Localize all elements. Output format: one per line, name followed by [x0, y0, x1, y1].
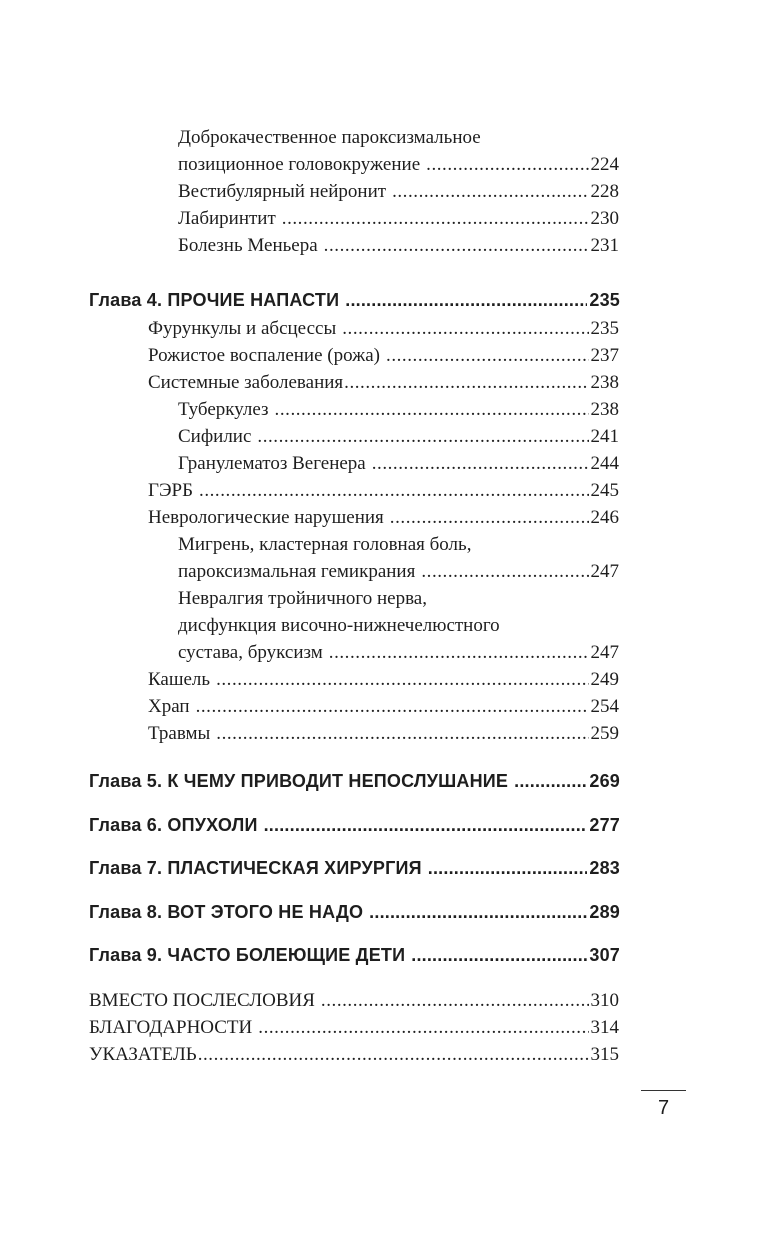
toc-entry-page: 244 [590, 453, 619, 474]
toc-entry-title: пароксизмальная гемикрания [178, 561, 416, 582]
toc-entry-page: 231 [590, 235, 619, 256]
toc-chapter-title: Глава 5. К ЧЕМУ ПРИВОДИТ НЕПОСЛУШАНИЕ [89, 771, 509, 791]
toc-entry-page: 241 [590, 426, 619, 447]
toc-entry[interactable] [148, 696, 619, 718]
toc-entry-title: Гранулематоз Вегенера [178, 453, 366, 474]
toc-entry-title: ГЭРБ [148, 480, 194, 501]
toc-entry[interactable] [178, 561, 619, 583]
toc-entry-title: Туберкулез [178, 399, 269, 420]
toc-entry[interactable] [178, 399, 619, 421]
toc-entry[interactable] [148, 345, 619, 367]
toc-entry-page: 238 [590, 372, 619, 393]
toc-entry-page: 247 [590, 561, 619, 582]
dot-leader [321, 990, 589, 1012]
dot-leader [257, 426, 588, 448]
toc-entry-title: дисфункция височно-нижнечелюстного [178, 615, 500, 636]
toc-entry-title: Храп [148, 696, 190, 717]
toc-chapter-page: 289 [589, 902, 620, 922]
toc-entry-page: 237 [590, 345, 619, 366]
dot-leader [329, 642, 589, 664]
toc-entry[interactable] [89, 1017, 619, 1039]
toc-entry[interactable] [148, 507, 619, 529]
toc-entry-title: Доброкачественное пароксизмальное [178, 127, 481, 148]
dot-leader [426, 154, 588, 176]
toc-entry [178, 615, 500, 637]
toc-chapter-title: Глава 9. ЧАСТО БОЛЕЮЩИЕ ДЕТИ [89, 945, 406, 965]
dot-leader [324, 235, 589, 257]
toc-entry-page: 224 [590, 154, 619, 175]
toc-entry-title: Системные заболевания [148, 372, 344, 393]
toc-entry[interactable] [178, 208, 619, 230]
toc-entry[interactable] [178, 642, 619, 664]
toc-entry[interactable] [178, 235, 619, 257]
toc-entry-page: 314 [590, 1017, 619, 1038]
toc-chapter[interactable] [89, 945, 620, 966]
dot-leader [275, 399, 589, 421]
toc-chapter-title: Глава 4. ПРОЧИЕ НАПАСТИ [89, 290, 340, 310]
toc-entry[interactable] [178, 426, 619, 448]
toc-chapter[interactable] [89, 858, 620, 879]
dot-leader [514, 771, 587, 792]
toc-entry-title: Сифилис [178, 426, 252, 447]
toc-entry-page: 254 [590, 696, 619, 717]
toc-chapter-page: 283 [589, 858, 620, 878]
toc-entry-title: Неврологические нарушения [148, 507, 384, 528]
toc-entry[interactable] [178, 154, 619, 176]
toc-entry-title: Фурункулы и абсцессы [148, 318, 337, 339]
toc-entry-title: Травмы [148, 723, 211, 744]
toc-entry-title: Вестибулярный нейронит [178, 181, 387, 202]
dot-leader [386, 345, 588, 367]
toc-entry-title: ВМЕСТО ПОСЛЕСЛОВИЯ [89, 990, 315, 1011]
toc-entry-title: позиционное головокружение [178, 154, 421, 175]
toc-entry-page: 238 [590, 399, 619, 420]
dot-leader [196, 696, 589, 718]
dot-leader [199, 480, 588, 502]
dot-leader [258, 1017, 588, 1039]
toc-entry [178, 588, 427, 610]
toc-entry-page: 235 [590, 318, 619, 339]
dot-leader [392, 181, 588, 203]
toc-entry[interactable] [178, 453, 619, 475]
toc-entry[interactable] [148, 318, 619, 340]
toc-entry-title: Лабиринтит [178, 208, 276, 229]
dot-leader [216, 669, 588, 691]
toc-chapter[interactable] [89, 771, 620, 792]
toc-chapter-title: Глава 7. ПЛАСТИЧЕСКАЯ ХИРУРГИЯ [89, 858, 422, 878]
dot-leader [372, 453, 589, 475]
toc-entry-page: 228 [590, 181, 619, 202]
toc-entry[interactable] [148, 669, 619, 691]
toc-chapter-page: 277 [589, 815, 620, 835]
toc-entry[interactable] [148, 480, 619, 502]
toc-entry-title: БЛАГОДАРНОСТИ [89, 1017, 253, 1038]
toc-chapter-page: 307 [589, 945, 620, 965]
toc-entry-page: 259 [590, 723, 619, 744]
toc-entry-page: 246 [590, 507, 619, 528]
toc-entry-title: Невралгия тройничного нерва, [178, 588, 427, 609]
toc-entry[interactable] [178, 181, 619, 203]
toc-entry-page: 230 [590, 208, 619, 229]
folio-rule [641, 1090, 686, 1091]
toc-chapter-title: Глава 6. ОПУХОЛИ [89, 815, 258, 835]
toc-entry[interactable] [148, 372, 619, 394]
dot-leader [390, 507, 589, 529]
toc-entry-title: Болезнь Меньера [178, 235, 318, 256]
toc-chapter[interactable] [89, 902, 620, 923]
toc-entry[interactable] [89, 990, 619, 1012]
toc-entry-title: Рожистое воспаление (рожа) [148, 345, 381, 366]
toc-entry-title: УКАЗАТЕЛЬ [89, 1044, 197, 1065]
dot-leader [342, 318, 588, 340]
toc-entry-page: 245 [590, 480, 619, 501]
dot-leader [344, 372, 588, 394]
toc-entry-title: Кашель [148, 669, 211, 690]
page-number: 7 [657, 1097, 670, 1119]
dot-leader [428, 858, 588, 879]
dot-leader [369, 902, 587, 923]
toc-entry-page: 247 [590, 642, 619, 663]
toc-entry [178, 534, 471, 556]
toc-chapter-page: 269 [589, 771, 620, 791]
toc-entry[interactable] [89, 1044, 619, 1066]
toc-entry-page: 315 [590, 1044, 619, 1065]
toc-chapter[interactable] [89, 815, 620, 836]
toc-chapter[interactable] [89, 290, 620, 311]
toc-entry-page: 310 [590, 990, 619, 1011]
dot-leader [411, 945, 587, 966]
dot-leader [198, 1044, 589, 1066]
dot-leader [264, 815, 588, 836]
dot-leader [216, 723, 588, 745]
dot-leader [345, 290, 587, 311]
toc-entry [178, 127, 481, 149]
dot-leader [421, 561, 588, 583]
dot-leader [282, 208, 589, 230]
toc-chapter-page: 235 [589, 290, 620, 310]
toc-chapter-title: Глава 8. ВОТ ЭТОГО НЕ НАДО [89, 902, 364, 922]
toc-entry[interactable] [148, 723, 619, 745]
toc-entry-title: Мигрень, кластерная головная боль, [178, 534, 472, 555]
toc-entry-title: сустава, бруксизм [178, 642, 323, 663]
toc-entry-page: 249 [590, 669, 619, 690]
